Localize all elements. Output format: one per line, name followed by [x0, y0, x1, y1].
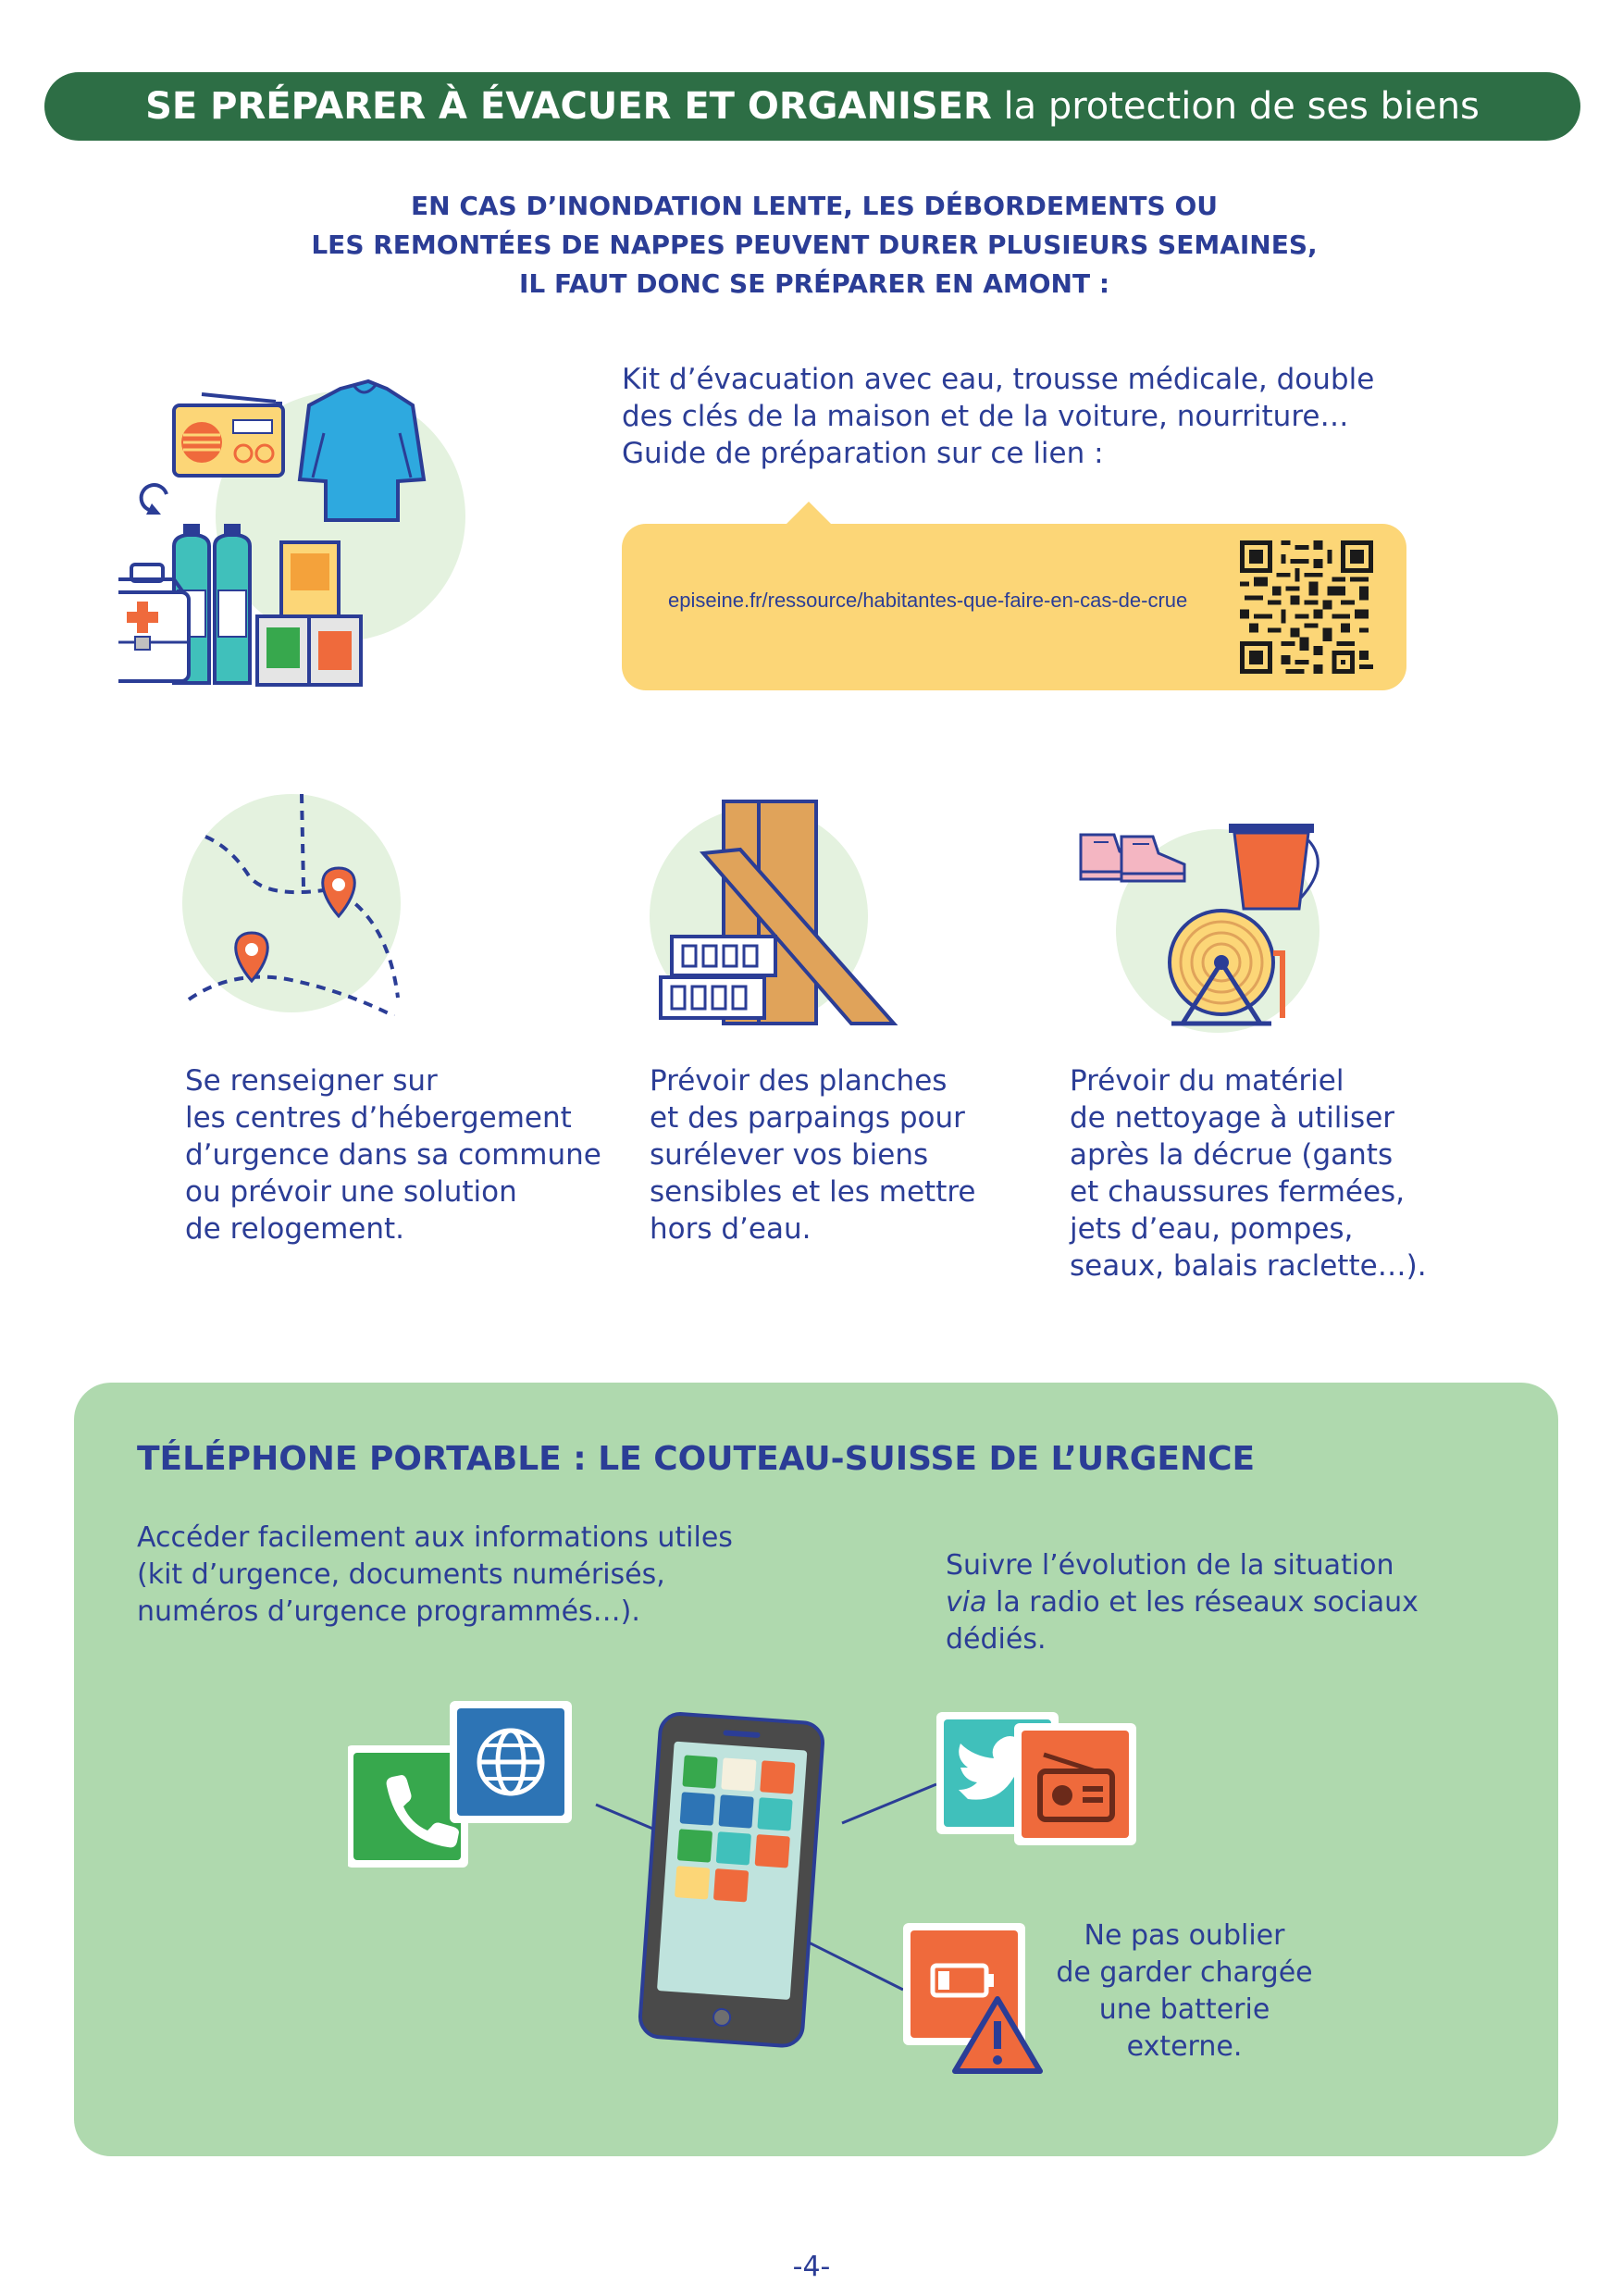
- planks-info: [650, 1062, 1047, 1247]
- planks-blocks-illustration: [648, 798, 907, 1029]
- battery-line: externe.: [1126, 2030, 1243, 2063]
- phone-info-line: (kit d’urgence, documents numérisés,: [137, 1558, 665, 1591]
- page-title: [44, 72, 1580, 141]
- map-route-icon: [176, 794, 416, 1016]
- phone-info-right: [946, 1547, 1519, 1658]
- column-line: jets d’eau, pompes,: [1070, 1212, 1354, 1246]
- page-title-rest: la protection de ses biens: [991, 85, 1480, 128]
- phone-info-line: dédiés.: [946, 1623, 1047, 1656]
- column-line: ou prévoir une solution: [185, 1175, 517, 1209]
- header-banner: [44, 72, 1580, 141]
- via-text: via: [946, 1586, 987, 1619]
- phone-info-line: [946, 1584, 1519, 1621]
- column-line: et des parpaings pour: [650, 1101, 965, 1135]
- column-line: de nettoyage à utiliser: [1070, 1101, 1395, 1135]
- intro-line: IL FAUT DONC SE PRÉPARER EN AMONT :: [518, 268, 1110, 299]
- intro-line: EN CAS D’INONDATION LENTE, LES DÉBORDEMENTS OU: [411, 191, 1218, 221]
- boots-icon: [1081, 835, 1184, 881]
- battery-line: Ne pas oublier: [1084, 1919, 1285, 1952]
- column-line: de relogement.: [185, 1212, 404, 1246]
- cleaning-equipment-icon: [1072, 814, 1368, 1036]
- kit-line: des clés de la maison et de la voiture, nourriture…: [622, 400, 1349, 433]
- column-line: sensibles et les mettre: [650, 1175, 976, 1209]
- column-line: surélever vos biens: [650, 1138, 929, 1172]
- link-box-pointer: [785, 502, 833, 526]
- phone-info-line: Accéder facilement aux informations utiles: [137, 1521, 733, 1554]
- column-line: Se renseigner sur: [185, 1064, 438, 1098]
- phone-info-line-rest: la radio et les réseaux sociaux: [986, 1586, 1419, 1619]
- battery-reminder: [1046, 1917, 1323, 2066]
- smartphone-icon: [638, 1713, 824, 2047]
- battery-line: de garder chargée: [1056, 1956, 1313, 1989]
- kit-line: Kit d’évacuation avec eau, trousse médicale, double: [622, 363, 1375, 396]
- radio-icon: [1014, 1723, 1136, 1845]
- qr-code-icon: [1240, 540, 1373, 674]
- column-line: hors d’eau.: [650, 1212, 812, 1246]
- phone-section-title: TÉLÉPHONE PORTABLE : LE COUTEAU-SUISSE DE L’URGENCE: [137, 1440, 1256, 1478]
- evacuation-kit-icon: [118, 368, 553, 692]
- planks-blocks-icon: [648, 798, 907, 1029]
- radio-icon: [174, 394, 283, 476]
- kit-description: [622, 361, 1418, 472]
- column-line: et chaussures fermées,: [1070, 1175, 1406, 1209]
- column-line: après la décrue (gants: [1070, 1138, 1394, 1172]
- accommodation-info: [185, 1062, 620, 1247]
- map-route-illustration: [176, 794, 416, 1016]
- intro-text: [130, 187, 1499, 304]
- kit-line: Guide de préparation sur ce lien :: [622, 437, 1104, 470]
- page-title-bold: SE PRÉPARER À ÉVACUER ET ORGANISER: [145, 85, 992, 128]
- cleaning-info: [1070, 1062, 1495, 1285]
- concrete-blocks-icon: [661, 937, 775, 1018]
- column-line: seaux, balais raclette…).: [1070, 1249, 1427, 1283]
- column-line: Prévoir du matériel: [1070, 1064, 1344, 1098]
- globe-icon: [450, 1701, 572, 1823]
- column-line: les centres d’hébergement: [185, 1101, 572, 1135]
- phone-info-line: numéros d’urgence programmés…).: [137, 1595, 640, 1628]
- qr-code[interactable]: [1240, 540, 1373, 674]
- page-number: -4-: [792, 2251, 831, 2283]
- intro-line: LES REMONTÉES DE NAPPES PEUVENT DURER PLUSIEURS SEMAINES,: [311, 230, 1318, 260]
- column-line: d’urgence dans sa commune: [185, 1138, 601, 1172]
- column-line: Prévoir des planches: [650, 1064, 948, 1098]
- guide-link[interactable]: episeine.fr/ressource/habitantes-que-faire-en-cas-de-crue: [668, 589, 1188, 612]
- phone-info-left: [137, 1520, 840, 1631]
- battery-line: une batterie: [1098, 1993, 1270, 2026]
- phone-info-line: Suivre l’évolution de la situation: [946, 1549, 1394, 1582]
- evacuation-kit-illustration: [118, 368, 553, 692]
- cleaning-equipment-illustration: [1072, 814, 1368, 1036]
